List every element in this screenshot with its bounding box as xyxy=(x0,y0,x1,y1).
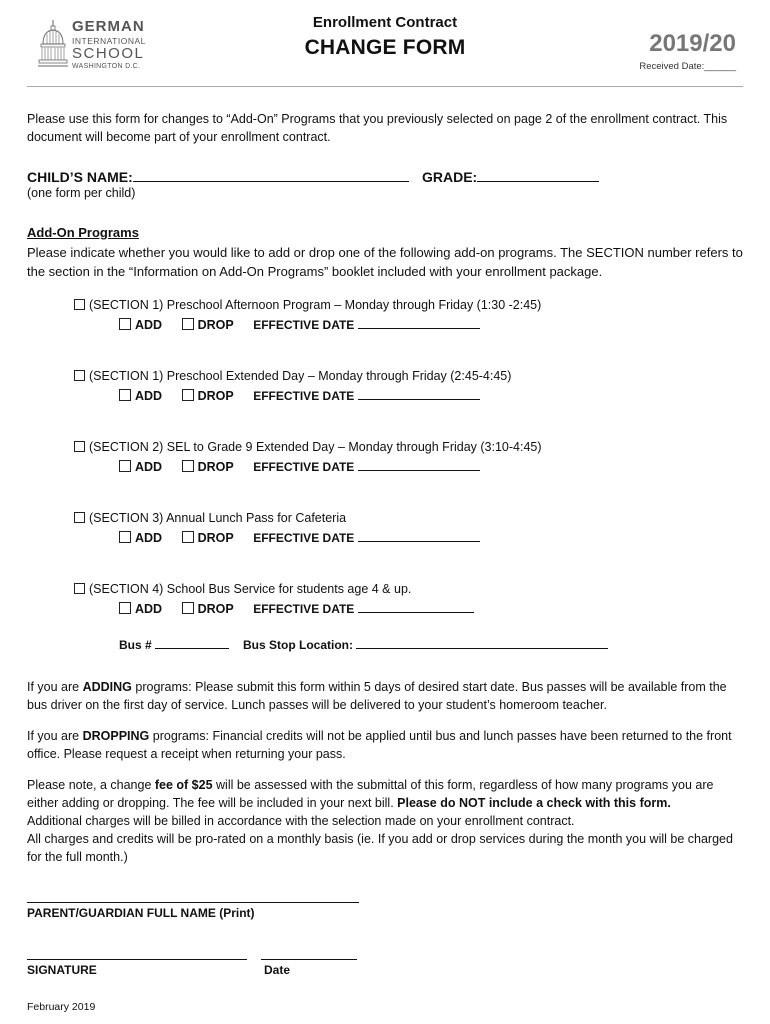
program-3-add-option[interactable] xyxy=(119,460,162,474)
logo-line-washington: WASHINGTON D.C. xyxy=(72,63,141,70)
add-label: ADD xyxy=(135,602,163,616)
logo-line-german: GERMAN xyxy=(72,18,145,35)
add-checkbox[interactable] xyxy=(119,602,131,614)
fee-prefix: Please note, a change xyxy=(27,778,155,792)
drop-label: DROP xyxy=(197,389,234,403)
no-check-notice: Please do NOT include a check with this form. xyxy=(397,796,671,810)
drop-checkbox[interactable] xyxy=(182,318,194,330)
program-1-effective-date xyxy=(253,316,479,332)
form-title: CHANGE FORM xyxy=(304,36,466,59)
program-4-drop-option[interactable] xyxy=(182,531,234,545)
program-1-checkbox[interactable] xyxy=(74,299,85,310)
school-year: 2019/20 xyxy=(649,30,736,57)
effective-date-label: EFFECTIVE DATE xyxy=(253,460,355,474)
grade-field[interactable] xyxy=(477,167,599,182)
effective-date-label: EFFECTIVE DATE xyxy=(253,602,355,616)
signature-line[interactable] xyxy=(27,959,247,960)
grade-label: GRADE: xyxy=(422,169,478,185)
add-checkbox[interactable] xyxy=(119,460,131,472)
dropping-word: DROPPING xyxy=(82,729,150,743)
program-2-add-option[interactable] xyxy=(119,389,162,403)
guardian-name-line[interactable] xyxy=(27,902,359,903)
drop-label: DROP xyxy=(197,460,234,474)
program-3 xyxy=(74,440,542,454)
program-5 xyxy=(74,582,411,596)
bus-stop-field[interactable] xyxy=(356,636,608,649)
dropping-note xyxy=(27,727,743,763)
received-date-field[interactable]: Received Date:______ xyxy=(639,61,736,72)
program-1-drop-option[interactable] xyxy=(182,318,234,332)
form-subtitle: Enrollment Contract xyxy=(312,14,458,31)
addon-instructions: Please indicate whether you would like to add or drop one of the following add-on programs. The SECTION number refers to the section in the “Information on Add-On Programs” booklet included with your enrollment package. xyxy=(27,245,743,279)
bus-number-field[interactable] xyxy=(155,636,229,649)
date-label: Date xyxy=(264,963,291,977)
program-5-options xyxy=(119,600,474,616)
program-2-effective-date xyxy=(253,387,479,403)
effective-date-label: EFFECTIVE DATE xyxy=(253,318,355,332)
add-checkbox[interactable] xyxy=(119,318,131,330)
program-4-options xyxy=(119,529,480,545)
signature-label: SIGNATURE xyxy=(27,963,97,977)
fee-amount: fee of $25 xyxy=(154,778,213,792)
add-label: ADD xyxy=(135,531,163,545)
drop-checkbox[interactable] xyxy=(182,389,194,401)
program-1 xyxy=(74,298,541,312)
program-1-options xyxy=(119,316,480,332)
effective-date-label: EFFECTIVE DATE xyxy=(253,389,355,403)
bus-stop-row xyxy=(243,636,608,652)
intro-paragraph: Please use this form for changes to “Add-On” Programs that you previously selected on page 2 of the enrollment contract. This document will become part of your enrollment contract. xyxy=(27,112,728,144)
program-4-effective-date xyxy=(253,529,479,545)
fee-note xyxy=(27,776,743,866)
logo-line-school: SCHOOL xyxy=(72,45,145,62)
logo-line-international: INTERNATIONAL xyxy=(72,36,146,46)
effective-date-field[interactable] xyxy=(358,600,474,613)
footer-date: February 2019 xyxy=(27,1001,96,1013)
add-checkbox[interactable] xyxy=(119,389,131,401)
drop-label: DROP xyxy=(197,531,234,545)
adding-text: programs: Please submit this form within 5 days of desired start date. Bus passes will be available from the bus driver on the first day of service. Lunch passes will be delivered to your student’s homeroom teacher. xyxy=(27,680,727,712)
adding-note xyxy=(27,678,743,714)
add-label: ADD xyxy=(135,318,163,332)
add-checkbox[interactable] xyxy=(119,531,131,543)
program-2-options xyxy=(119,387,480,403)
addon-heading: Add-On Programs xyxy=(27,225,139,240)
program-3-label: (SECTION 2) SEL to Grade 9 Extended Day – Monday through Friday (3:10-4:45) xyxy=(89,440,542,454)
program-4 xyxy=(74,511,346,525)
drop-checkbox[interactable] xyxy=(182,602,194,614)
bus-number-label: Bus # xyxy=(119,638,152,652)
program-2 xyxy=(74,369,511,383)
program-2-drop-option[interactable] xyxy=(182,389,234,403)
effective-date-field[interactable] xyxy=(358,529,480,542)
effective-date-field[interactable] xyxy=(358,387,480,400)
program-3-drop-option[interactable] xyxy=(182,460,234,474)
prorated-note: All charges and credits will be pro-rated on a monthly basis (ie. If you add or drop services during the month you will be charged for the full month.) xyxy=(27,832,733,864)
program-5-checkbox[interactable] xyxy=(74,583,85,594)
fee-text: will be assessed with the submittal of this form, regardless of how many programs you are either adding or dropping. The fee will be included in your next bill. xyxy=(27,778,714,810)
header-divider xyxy=(27,86,743,87)
guardian-name-label: PARENT/GUARDIAN FULL NAME (Print) xyxy=(27,906,255,920)
adding-word: ADDING xyxy=(82,680,132,694)
drop-checkbox[interactable] xyxy=(182,460,194,472)
program-5-drop-option[interactable] xyxy=(182,602,234,616)
program-5-add-option[interactable] xyxy=(119,602,162,616)
add-label: ADD xyxy=(135,389,163,403)
program-4-checkbox[interactable] xyxy=(74,512,85,523)
add-label: ADD xyxy=(135,460,163,474)
adding-prefix: If you are xyxy=(27,680,83,694)
child-name-field[interactable] xyxy=(133,167,409,182)
program-1-label: (SECTION 1) Preschool Afternoon Program – Monday through Friday (1:30 -2:45) xyxy=(89,298,542,312)
dropping-prefix: If you are xyxy=(27,729,83,743)
drop-label: DROP xyxy=(197,602,234,616)
program-2-label: (SECTION 1) Preschool Extended Day – Monday through Friday (2:45-4:45) xyxy=(89,369,512,383)
date-line[interactable] xyxy=(261,959,357,960)
program-3-options xyxy=(119,458,480,474)
child-name-row xyxy=(27,167,409,185)
program-2-checkbox[interactable] xyxy=(74,370,85,381)
program-1-add-option[interactable] xyxy=(119,318,162,332)
program-5-effective-date xyxy=(253,600,473,616)
program-4-add-option[interactable] xyxy=(119,531,162,545)
child-note: (one form per child) xyxy=(27,186,136,200)
effective-date-field[interactable] xyxy=(358,458,480,471)
effective-date-field[interactable] xyxy=(358,316,480,329)
drop-label: DROP xyxy=(197,318,234,332)
effective-date-label: EFFECTIVE DATE xyxy=(253,531,355,545)
grade-row xyxy=(422,167,599,185)
program-3-effective-date xyxy=(253,458,479,474)
additional-charges-note: Additional charges will be billed in accordance with the selection made on your enrollment contract. xyxy=(27,814,575,828)
drop-checkbox[interactable] xyxy=(182,531,194,543)
program-3-checkbox[interactable] xyxy=(74,441,85,452)
program-5-label: (SECTION 4) School Bus Service for students age 4 & up. xyxy=(89,582,412,596)
bus-stop-label: Bus Stop Location: xyxy=(243,638,353,652)
child-name-label: CHILD’S NAME: xyxy=(27,169,133,185)
program-4-label: (SECTION 3) Annual Lunch Pass for Cafeteria xyxy=(89,511,347,525)
bus-number-row xyxy=(119,636,229,652)
dropping-text: programs: Financial credits will not be applied until bus and lunch passes have been returned to the front office. Please request a receipt when returning your pass. xyxy=(27,729,732,761)
